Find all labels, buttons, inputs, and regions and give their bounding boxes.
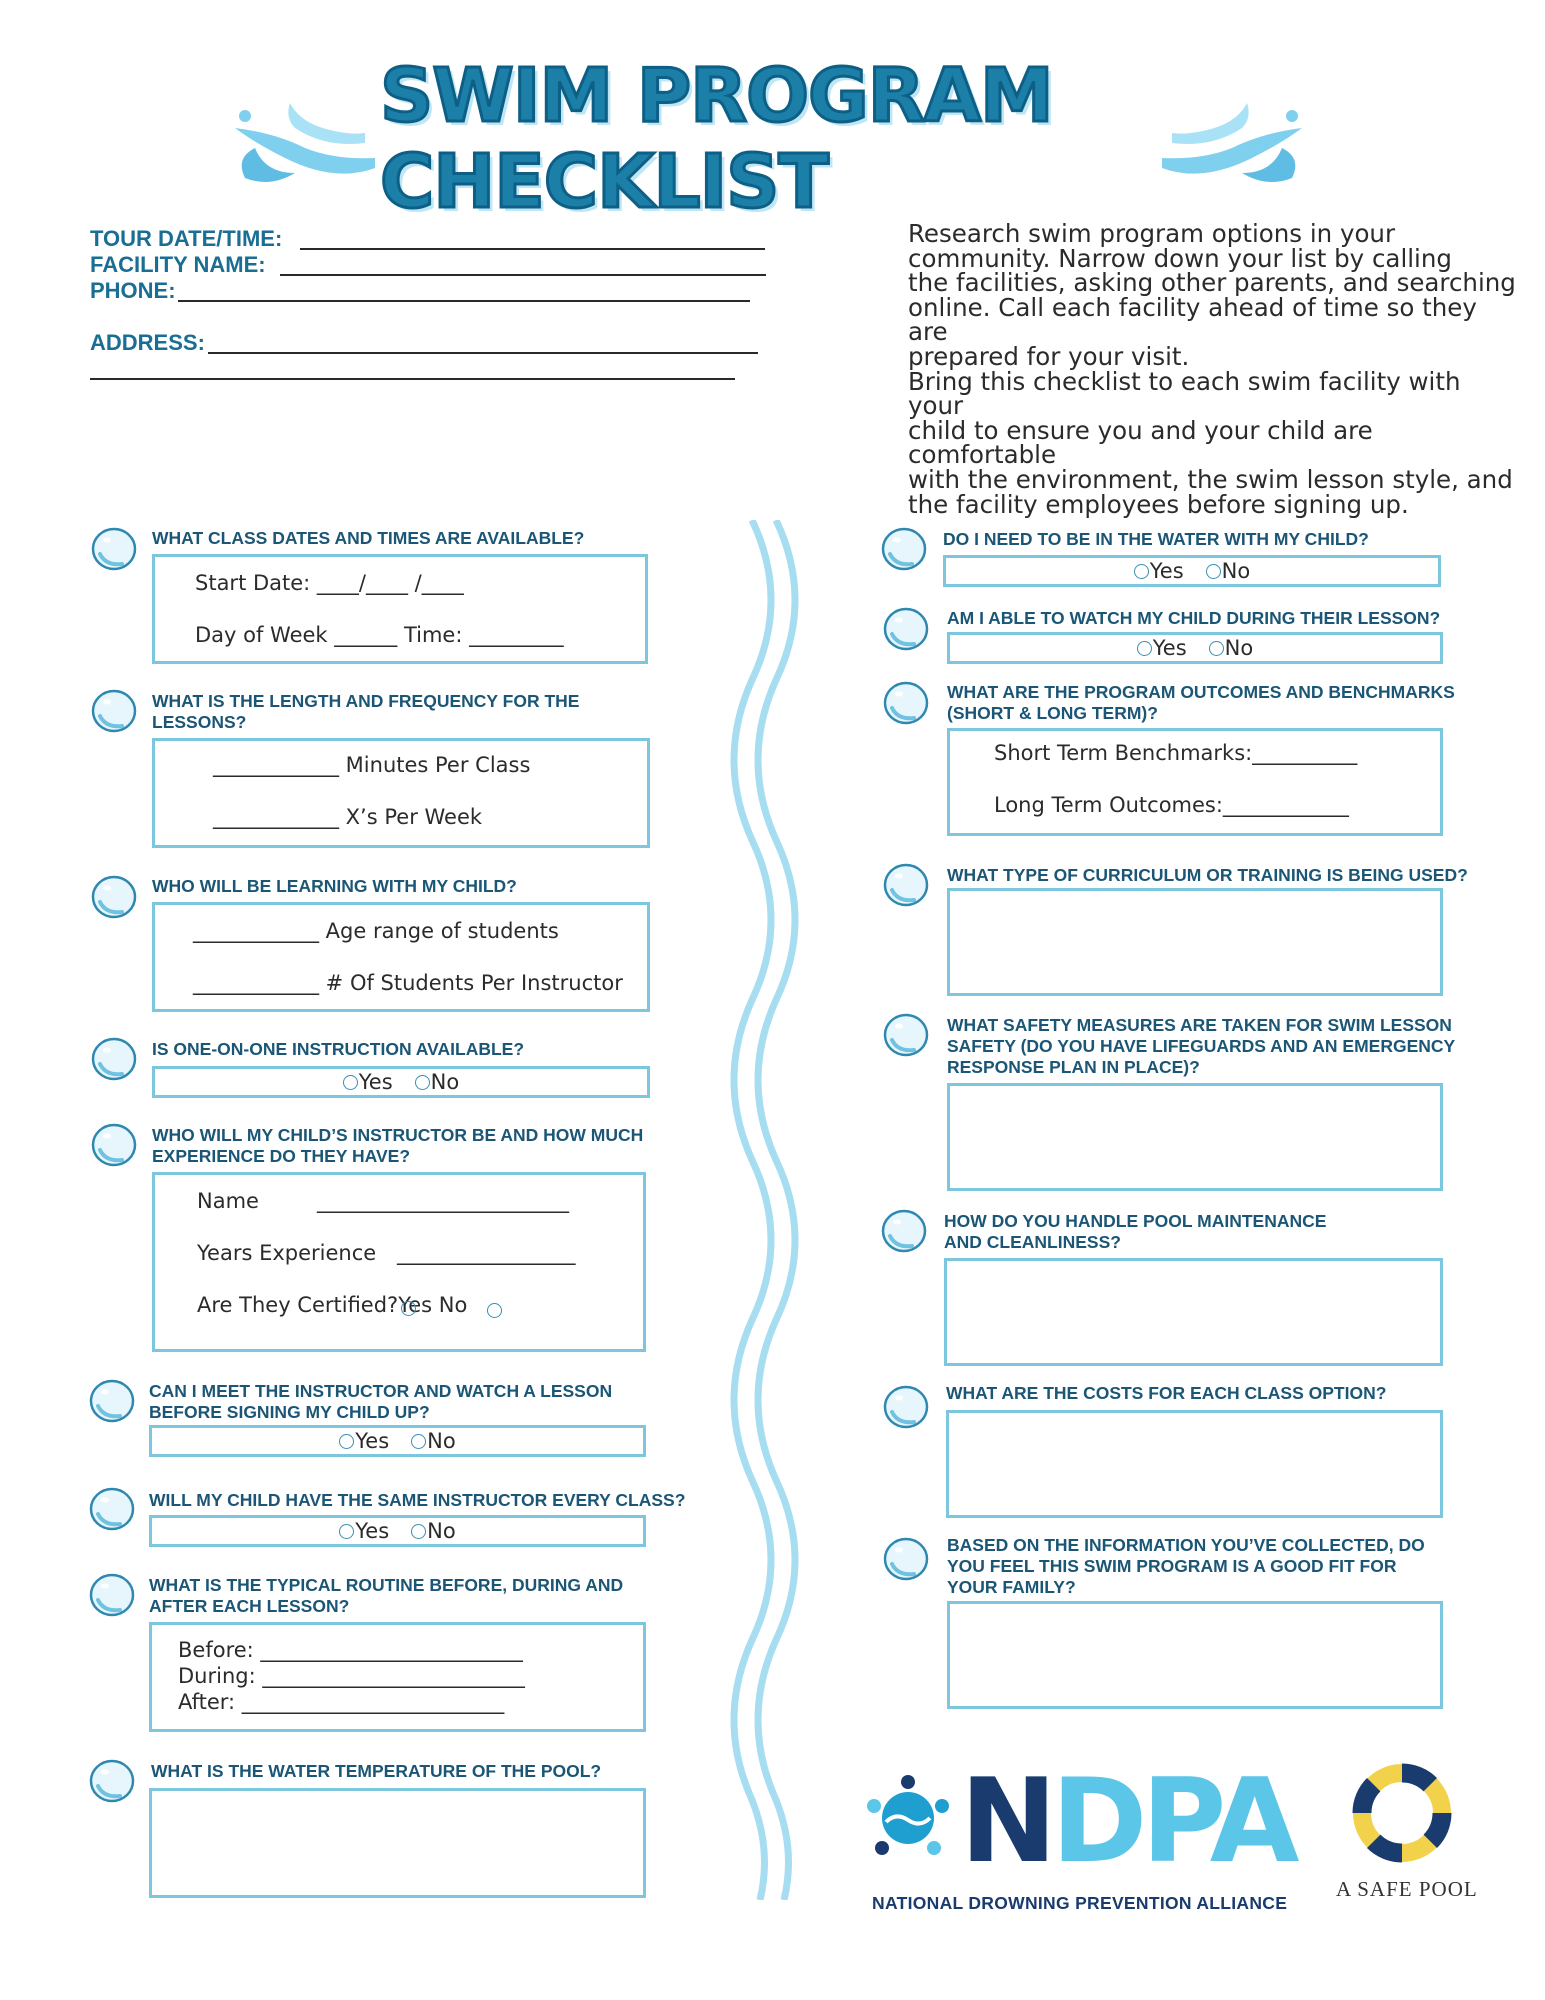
no-label: No <box>1224 636 1254 660</box>
no-option[interactable] <box>1206 559 1251 583</box>
life-ring-icon <box>1352 1763 1452 1863</box>
answer-box-water-temperature[interactable] <box>149 1788 646 1898</box>
years-experience-line: _________________ <box>397 1241 576 1265</box>
intro-line: the facility employees before signing up. <box>908 489 1409 519</box>
question-line: SAFETY (DO YOU HAVE LIFEGUARDS AND AN EMERGENCY <box>947 1036 1456 1056</box>
answer-box-curriculum[interactable] <box>947 888 1443 996</box>
radio-icon[interactable] <box>339 1434 354 1449</box>
intro-line: online. Call each facility ahead of time so they are <box>908 292 1477 347</box>
yes-option[interactable] <box>1137 636 1187 660</box>
instructor-name-label: Name <box>197 1189 259 1213</box>
bubble-checkbox-icon[interactable] <box>882 1382 930 1430</box>
after-field: After: _________________________ <box>178 1690 505 1714</box>
answer-box-instructor[interactable] <box>152 1172 646 1352</box>
question-same-instructor: WILL MY CHILD HAVE THE SAME INSTRUCTOR EVERY CLASS? <box>149 1490 686 1510</box>
answer-box-length-frequency[interactable] <box>152 738 650 848</box>
question-line: (SHORT & LONG TERM)? <box>947 703 1158 723</box>
intro-line: with the environment, the swim lesson style, and <box>908 464 1513 494</box>
answer-box-safety[interactable] <box>947 1083 1443 1191</box>
start-date-field: Start Date: ____/____ /____ <box>195 571 464 595</box>
bubble-checkbox-icon[interactable] <box>882 678 930 726</box>
radio-icon[interactable] <box>1137 641 1152 656</box>
page-title: SWIM PROGRAM CHECKLIST <box>380 53 1053 225</box>
bubble-checkbox-icon[interactable] <box>88 1376 136 1424</box>
certified-no-radio-icon[interactable] <box>487 1303 502 1318</box>
splash-right-icon <box>1152 88 1322 198</box>
radio-icon[interactable] <box>1209 641 1224 656</box>
yes-label: Yes <box>355 1519 390 1543</box>
question-class-dates: WHAT CLASS DATES AND TIMES ARE AVAILABLE? <box>152 528 585 548</box>
yes-label: Yes <box>1152 636 1187 660</box>
question-one-on-one: IS ONE-ON-ONE INSTRUCTION AVAILABLE? <box>152 1039 525 1059</box>
answer-box-maintenance[interactable] <box>944 1258 1443 1366</box>
no-option[interactable] <box>415 1070 460 1094</box>
before-field: Before: _________________________ <box>178 1638 523 1662</box>
ndpa-full-name: NATIONAL DROWNING PREVENTION ALLIANCE <box>872 1893 1288 1913</box>
address-label: ADDRESS: <box>90 330 205 355</box>
bubble-checkbox-icon[interactable] <box>88 1484 136 1532</box>
bubble-checkbox-icon[interactable] <box>882 1534 930 1582</box>
phone-label: PHONE: <box>90 278 176 303</box>
tour-date-label: TOUR DATE/TIME: <box>90 226 283 251</box>
bubble-checkbox-icon[interactable] <box>882 604 930 652</box>
question-line: EXPERIENCE DO THEY HAVE? <box>152 1146 411 1166</box>
radio-icon[interactable] <box>1134 564 1149 579</box>
question-line: HOW DO YOU HANDLE POOL MAINTENANCE <box>944 1211 1327 1231</box>
yes-label: Yes <box>355 1429 390 1453</box>
bubble-checkbox-icon[interactable] <box>88 1756 136 1804</box>
question-line: YOU FEEL THIS SWIM PROGRAM IS A GOOD FIT FOR <box>947 1556 1397 1576</box>
question-line: WHAT IS THE LENGTH AND FREQUENCY FOR THE <box>152 691 580 711</box>
answer-box-in-water <box>943 555 1441 587</box>
question-instructor-experience <box>152 1125 643 1167</box>
question-line: BEFORE SIGNING MY CHILD UP? <box>149 1402 430 1422</box>
splash-left-icon <box>215 88 385 198</box>
question-outcomes-benchmarks <box>947 682 1455 724</box>
answer-box-meet-instructor <box>149 1425 646 1457</box>
address-line-2[interactable] <box>90 378 735 380</box>
radio-icon[interactable] <box>415 1075 430 1090</box>
bubble-checkbox-icon[interactable] <box>882 1010 930 1058</box>
question-curriculum: WHAT TYPE OF CURRICULUM OR TRAINING IS BEING USED? <box>947 865 1468 885</box>
radio-icon[interactable] <box>1206 564 1221 579</box>
answer-box-routine[interactable] <box>149 1622 646 1732</box>
no-label: No <box>1221 559 1251 583</box>
tour-date-line[interactable] <box>300 248 765 250</box>
question-line: WHAT ARE THE PROGRAM OUTCOMES AND BENCHMARKS <box>947 682 1455 702</box>
ndpa-swimmers-logo-icon <box>862 1772 954 1864</box>
radio-icon[interactable] <box>411 1524 426 1539</box>
question-in-water: DO I NEED TO BE IN THE WATER WITH MY CHILD? <box>943 529 1369 549</box>
answer-box-class-dates[interactable] <box>152 554 648 664</box>
intro-line: Bring this checklist to each swim facility with your <box>908 366 1461 421</box>
yes-label: Yes <box>358 1070 393 1094</box>
during-field: During: _________________________ <box>178 1664 525 1688</box>
age-range-field: ____________ Age range of students <box>193 919 559 943</box>
no-option[interactable] <box>411 1519 456 1543</box>
answer-box-watch-lesson <box>947 632 1443 664</box>
no-label: No <box>427 1429 456 1453</box>
minutes-per-class-field: ____________ Minutes Per Class <box>213 753 531 777</box>
intro-line: child to ensure you and your child are comfortable <box>908 415 1373 470</box>
yes-label: Yes <box>1149 559 1184 583</box>
yes-option[interactable] <box>1134 559 1184 583</box>
question-water-temperature: WHAT IS THE WATER TEMPERATURE OF THE POOL? <box>151 1761 602 1781</box>
question-line: CAN I MEET THE INSTRUCTOR AND WATCH A LESSON <box>149 1381 613 1401</box>
question-line: WHO WILL MY CHILD’S INSTRUCTOR BE AND HOW MUCH <box>152 1125 644 1145</box>
intro-line: community. Narrow down your list by calling <box>908 243 1452 273</box>
bubble-checkbox-icon[interactable] <box>880 1206 928 1254</box>
long-term-field: Long Term Outcomes:____________ <box>994 793 1349 817</box>
radio-icon[interactable] <box>343 1075 358 1090</box>
intro-line: prepared for your visit. <box>908 341 1190 371</box>
bubble-checkbox-icon[interactable] <box>90 872 138 920</box>
question-line: AFTER EACH LESSON? <box>149 1596 350 1616</box>
short-term-field: Short Term Benchmarks:__________ <box>994 741 1358 765</box>
instructor-name-line: ________________________ <box>317 1189 569 1213</box>
certified-field: Are They Certified?Yes No <box>197 1293 468 1317</box>
question-line: BASED ON THE INFORMATION YOU’VE COLLECTED, DO <box>947 1535 1425 1555</box>
answer-box-costs[interactable] <box>946 1410 1443 1518</box>
intro-line: Research swim program options in your <box>908 219 1396 248</box>
question-typical-routine <box>149 1575 623 1617</box>
no-label: No <box>427 1519 456 1543</box>
answer-box-good-fit[interactable] <box>947 1601 1443 1709</box>
certified-yes-radio-icon[interactable] <box>401 1301 416 1316</box>
bubble-checkbox-icon[interactable] <box>882 860 930 908</box>
question-length-frequency <box>152 691 579 733</box>
bubble-checkbox-icon[interactable] <box>90 686 138 734</box>
radio-icon[interactable] <box>411 1434 426 1449</box>
yes-option[interactable] <box>339 1429 389 1453</box>
question-pool-maintenance <box>944 1211 1326 1253</box>
question-line: WHAT IS THE TYPICAL ROUTINE BEFORE, DURING AND <box>149 1575 624 1595</box>
ndpa-wordmark <box>960 1754 1294 1889</box>
wave-divider <box>730 520 800 1900</box>
bubble-checkbox-icon[interactable] <box>90 1034 138 1082</box>
intro-paragraph <box>908 219 1518 519</box>
question-line: RESPONSE PLAN IN PLACE)? <box>947 1057 1200 1077</box>
bubble-checkbox-icon[interactable] <box>90 524 138 572</box>
bubble-checkbox-icon[interactable] <box>88 1570 136 1618</box>
question-safety-measures <box>947 1015 1455 1078</box>
years-experience-label: Years Experience <box>197 1241 377 1265</box>
question-line: LESSONS? <box>152 712 247 732</box>
facility-name-line[interactable] <box>280 274 766 276</box>
bubble-checkbox-icon[interactable] <box>880 524 928 572</box>
question-watch-lesson: AM I ABLE TO WATCH MY CHILD DURING THEIR LESSON? <box>947 608 1441 628</box>
answer-box-same-instructor <box>149 1515 646 1547</box>
no-option[interactable] <box>1209 636 1254 660</box>
safe-pool-label: A SAFE POOL <box>1336 1877 1478 1901</box>
facility-name-label: FACILITY NAME: <box>90 252 266 277</box>
question-costs: WHAT ARE THE COSTS FOR EACH CLASS OPTION? <box>946 1383 1387 1403</box>
answer-box-outcomes[interactable] <box>947 728 1443 836</box>
times-per-week-field: ____________ X’s Per Week <box>213 805 483 829</box>
radio-icon[interactable] <box>339 1524 354 1539</box>
students-per-instructor-field: ____________ # Of Students Per Instructor <box>193 971 623 995</box>
no-label: No <box>430 1070 460 1094</box>
answer-box-one-on-one <box>152 1066 650 1098</box>
ndpa-n: N <box>960 1754 1052 1889</box>
yes-option[interactable] <box>343 1070 393 1094</box>
intro-line: the facilities, asking other parents, and searching <box>908 268 1516 298</box>
bubble-checkbox-icon[interactable] <box>90 1120 138 1168</box>
question-line: AND CLEANLINESS? <box>944 1232 1121 1252</box>
question-meet-instructor <box>149 1381 612 1423</box>
question-who-learning: WHO WILL BE LEARNING WITH MY CHILD? <box>152 876 517 896</box>
day-time-field: Day of Week ______ Time: _________ <box>195 623 564 647</box>
no-option[interactable] <box>411 1429 456 1453</box>
address-line-1[interactable] <box>208 352 758 354</box>
answer-box-who-learning[interactable] <box>152 902 650 1012</box>
question-line: WHAT SAFETY MEASURES ARE TAKEN FOR SWIM LESSON <box>947 1015 1452 1035</box>
question-good-fit <box>947 1535 1425 1598</box>
ndpa-dpa: DPA <box>1051 1754 1294 1889</box>
yes-option[interactable] <box>339 1519 389 1543</box>
routine-fields <box>178 1637 525 1715</box>
phone-line[interactable] <box>178 300 750 302</box>
question-line: YOUR FAMILY? <box>947 1577 1076 1597</box>
